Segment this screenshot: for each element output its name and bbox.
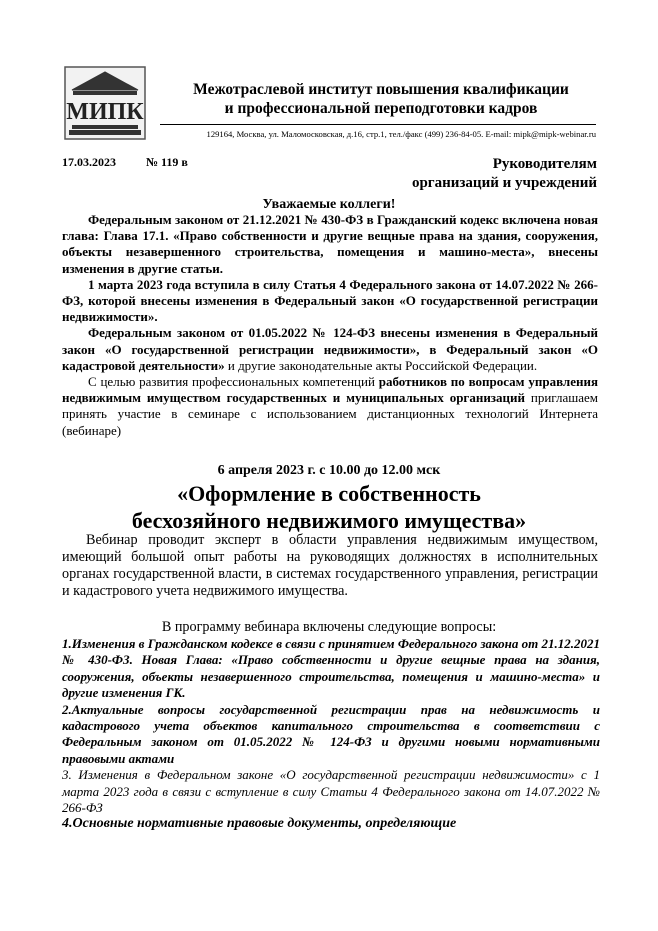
institute-name-line1: Межотраслевой институт повышения квалификации [193, 81, 569, 98]
body-paragraph-1: Федеральным законом от 21.12.2021 № 430-ФЗ в Гражданский кодекс включена новая глава: Глава 17.1. «Право собственности и другие вещные права на здания, сооружения, объекты незавершенного строительства, помещения и машино-места», внесены изменения в другие статьи. [62, 212, 598, 276]
webinar-title-line2: бесхозяйного недвижимого имущества» [131, 508, 527, 533]
body-paragraph-4-start: С целью развития профессиональных компетенций [88, 374, 379, 390]
body-paragraph-3 [62, 325, 598, 374]
lecturer-description [62, 532, 598, 600]
letter-body [62, 212, 598, 439]
program-intro: В программу вебинара включены следующие вопросы: [161, 619, 497, 635]
body-paragraph-4-end: приглашаем принять участие в семинаре с использованием дистанционных технологий Интернета (вебинаре) [62, 390, 599, 438]
addressee-line2: организаций и учреждений [411, 175, 597, 191]
webinar-title [0, 480, 658, 534]
addressee [380, 155, 597, 193]
institute-name [166, 80, 596, 118]
addressee-line1: Руководителям [492, 156, 597, 172]
building-logo-icon [64, 66, 146, 140]
letter-date: 17.03.2023 [62, 155, 116, 169]
salutation: Уважаемые коллеги! [262, 197, 396, 212]
body-paragraph-4-bold: работников по вопросам управления недвижимым имуществом государственных и муниципальных организаций [62, 374, 598, 406]
program-item-3: 3. Изменения в Федеральном законе «О государственной регистрации недвижимости» с 1 марта 2023 года в связи с вступление в силу Статьи 4 Федерального закона от 14.07.2022 № 266-ФЗ [62, 767, 600, 816]
body-paragraph-4 [62, 374, 598, 439]
program-item-2: 2.Актуальные вопросы государственной регистрации прав на недвижимость и кадастрового учета объектов капитального строительства в соответствии с Федеральным законом от 01.05.2022 № 124-ФЗ и другими новыми нормативными правовыми актами [62, 701, 600, 766]
institute-name-line2: и профессиональной переподготовки кадров [224, 100, 538, 117]
letter-number: № 119 в [146, 155, 188, 169]
lecturer-paragraph: Вебинар проводит эксперт в области управления недвижимым имуществом, имеющий большой опыт работы на руководящих должностях в исполнительных органах государственной власти, в системах государственного управления, регистрации и кадастрового учета недвижимого имущества. [62, 532, 598, 599]
institute-address: 129164, Москва, ул. Маломосковская, д.16, стр.1, тел./факс (499) 236-84-05. E-mail: mipk@mipk-webinar.ru [206, 129, 596, 139]
program-item-1: 1.Изменения в Гражданском кодексе в связи с принятием Федерального закона от 21.12.2021 № 430-ФЗ. Новая Глава: «Право собственности и другие вещные права на здания, сооружения, объекты незавершенного строительства, помещения и машино-места» и другие изменения ГК. [62, 636, 600, 701]
header-divider [160, 124, 596, 125]
program-item-4: 4.Основные нормативные правовые документы, определяющие [62, 816, 457, 832]
body-paragraph-3-bold: Федеральным законом от 01.05.2022 № 124-ФЗ внесены изменения в Федеральный закон «О государственной регистрации недвижимости», в Федеральный закон «О кадастровой деятельности» [62, 325, 598, 373]
webinar-date-time: 6 апреля 2023 г. с 10.00 до 12.00 мск [217, 463, 441, 478]
body-paragraph-2: 1 марта 2023 года вступила в силу Статья 4 Федерального закона от 14.07.2022 № 266-ФЗ, которой внесены изменения в Федеральный закон «О государственной регистрации недвижимости». [62, 276, 598, 325]
logo-text: МИПК [66, 99, 144, 125]
webinar-title-line1: «Оформление в собственность [177, 481, 481, 506]
body-paragraph-3-normal: и другие законодательные акты Российской Федерации. [224, 357, 538, 373]
institute-logo [64, 66, 146, 140]
program-list [62, 636, 600, 833]
